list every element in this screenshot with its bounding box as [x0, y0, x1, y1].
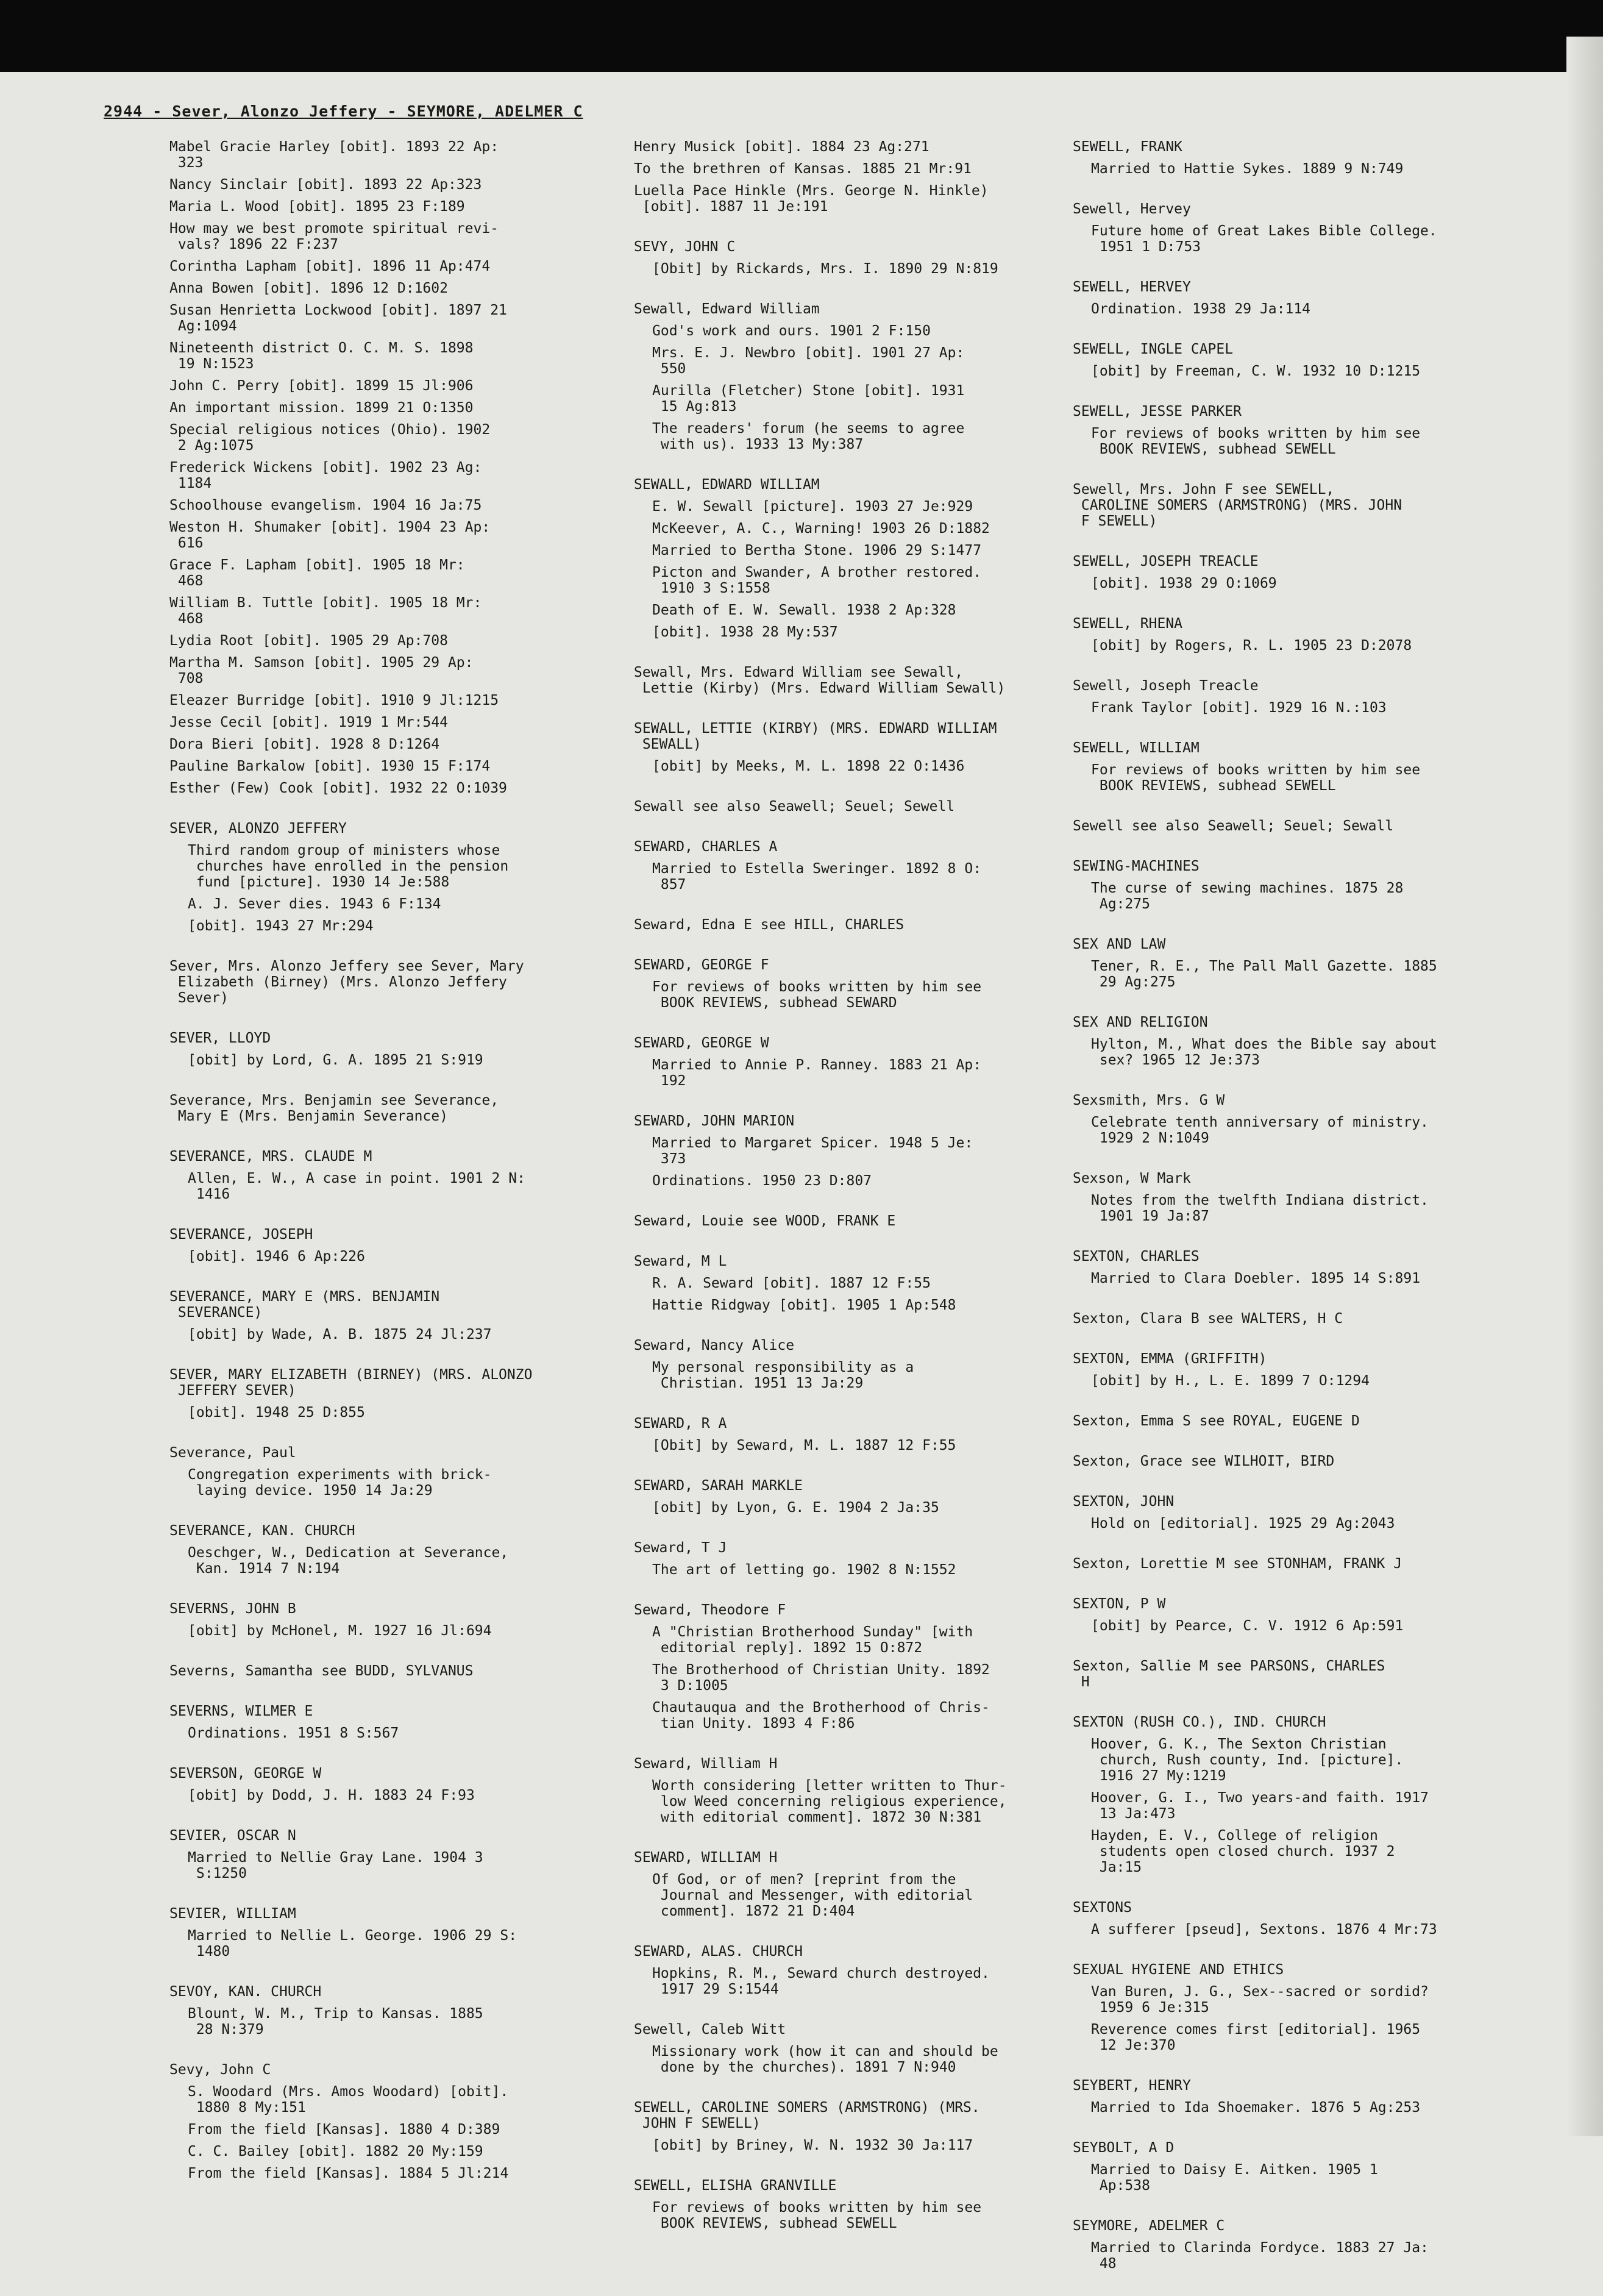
citation: Corintha Lapham [obit]. 1896 11 Ap:474 — [169, 258, 491, 274]
citation: Married to Nellie L. George. 1906 29 S: 1480 — [188, 1928, 517, 1959]
entry-heading: Sewell, Hervey — [1073, 201, 1191, 217]
citation: Dora Bieri [obit]. 1928 8 D:1264 — [169, 736, 440, 752]
citation: Worth considering [letter written to Thur- low Weed concerning religious experience, with editorial comment]. 1872 30 N:381 — [652, 1778, 1007, 1825]
citation: Oeschger, W., Dedication at Severance, Kan. 1914 7 N:194 — [188, 1545, 509, 1577]
citation: Lydia Root [obit]. 1905 29 Ap:708 — [169, 633, 448, 649]
citation: Third random group of ministers whose churches have enrolled in the pension fund [picture]. 1930 14 Je:588 — [188, 843, 509, 890]
citation: Married to Daisy E. Aitken. 1905 1 Ap:538 — [1091, 2162, 1378, 2194]
entry-heading: SEWELL, FRANK — [1073, 139, 1183, 155]
index-entry — [634, 957, 1054, 1011]
index-entry — [1073, 1962, 1493, 2053]
entry-heading: Seward, M L — [634, 1253, 727, 1269]
entry-heading: SEXTON, JOHN — [1073, 1494, 1175, 1510]
citation: For reviews of books written by him see BOOK REVIEWS, subhead SEWELL — [1091, 426, 1421, 457]
index-entry — [169, 1523, 590, 1577]
entry-heading: SEXTONS — [1073, 1900, 1132, 1916]
index-entry — [169, 1766, 590, 1803]
citation: Picton and Swander, A brother restored. 1910 3 S:1558 — [652, 565, 982, 596]
citation: Celebrate tenth anniversary of ministry. 1929 2 N:1049 — [1091, 1114, 1429, 1146]
index-entry — [634, 239, 1054, 277]
citation: R. A. Seward [obit]. 1887 12 F:55 — [652, 1275, 931, 1291]
entry-heading: Sexton, Grace see WILHOIT, BIRD — [1073, 1453, 1335, 1469]
entry-heading: Seward, T J — [634, 1540, 727, 1556]
entry-heading: Seward, Nancy Alice — [634, 1338, 795, 1353]
entry-heading: Sexton, Clara B see WALTERS, H C — [1073, 1311, 1343, 1327]
index-entry — [634, 301, 1054, 452]
citation: For reviews of books written by him see BOOK REVIEWS, subhead SEWELL — [1091, 762, 1421, 794]
citation: S. Woodard (Mrs. Amos Woodard) [obit]. 1880 8 My:151 — [188, 2084, 509, 2116]
entry-heading: SEVOY, KAN. CHURCH — [169, 1984, 322, 2000]
entry-heading: Seward, Louie see WOOD, FRANK E — [634, 1213, 896, 1229]
entry-heading: SEWARD, SARAH MARKLE — [634, 1478, 803, 1494]
entry-heading: SEVER, MARY ELIZABETH (BIRNEY) (MRS. ALONZO JEFFERY SEVER) — [169, 1367, 533, 1399]
index-entry — [1073, 1249, 1493, 1286]
entry-heading: SEVERSON, GEORGE W — [169, 1766, 322, 1781]
citation: Hopkins, R. M., Seward church destroyed. 1917 29 S:1544 — [652, 1966, 990, 1997]
citation: Notes from the twelfth Indiana district. 1901 19 Ja:87 — [1091, 1193, 1429, 1224]
index-entry — [634, 1756, 1054, 1825]
citation: Tener, R. E., The Pall Mall Gazette. 1885 29 Ag:275 — [1091, 958, 1437, 990]
entry-heading: Severance, Paul — [169, 1445, 296, 1461]
index-entry — [634, 1478, 1054, 1516]
entry-heading: Sexton, Sallie M see PARSONS, CHARLES H — [1073, 1658, 1385, 1690]
citation: [Obit] by Seward, M. L. 1887 12 F:55 — [652, 1438, 956, 1453]
entry-heading: SEWELL, WILLIAM — [1073, 740, 1200, 756]
index-entry — [1073, 1311, 1493, 1327]
citation: Married to Hattie Sykes. 1889 9 N:749 — [1091, 161, 1404, 177]
index-entry — [169, 1984, 590, 2038]
entry-heading: Sewall, Mrs. Edward William see Sewall, Lettie (Kirby) (Mrs. Edward William Sewall) — [634, 665, 1006, 696]
index-entry — [634, 1338, 1054, 1391]
citation: Married to Nellie Gray Lane. 1904 3 S:1250 — [188, 1850, 483, 1881]
index-column-right — [1073, 139, 1493, 2296]
citation: God's work and ours. 1901 2 F:150 — [652, 323, 931, 339]
citation: Grace F. Lapham [obit]. 1905 18 Mr: 468 — [169, 557, 465, 589]
citation: For reviews of books written by him see BOOK REVIEWS, subhead SEWELL — [652, 2200, 982, 2231]
entry-heading: Seward, William H — [634, 1756, 778, 1772]
entry-heading: Sewell, Caleb Witt — [634, 2022, 786, 2038]
entry-heading: SEWARD, CHARLES A — [634, 839, 778, 855]
index-entry — [169, 1149, 590, 1202]
index-entry — [169, 2062, 590, 2181]
entry-heading: SEVERNS, WILMER E — [169, 1703, 313, 1719]
citation: Henry Musick [obit]. 1884 23 Ag:271 — [634, 139, 929, 155]
index-entry — [634, 799, 1054, 815]
entry-heading: Sevy, John C — [169, 2062, 271, 2078]
entry-heading: Sewell, Mrs. John F see SEWELL, CAROLINE SOMERS (ARMSTRONG) (MRS. JOHN F SEWELL) — [1073, 482, 1402, 529]
entry-heading: SEXUAL HYGIENE AND ETHICS — [1073, 1962, 1284, 1978]
index-entry — [1073, 1453, 1493, 1469]
citation: [obit] by Lyon, G. E. 1904 2 Ja:35 — [652, 1500, 939, 1516]
citation: To the brethren of Kansas. 1885 21 Mr:91 — [634, 161, 972, 177]
index-entry — [1073, 740, 1493, 794]
index-entry — [634, 1416, 1054, 1453]
index-entry — [169, 958, 590, 1006]
citation: Pauline Barkalow [obit]. 1930 15 F:174 — [169, 758, 491, 774]
citation: Married to Annie P. Ranney. 1883 21 Ap: 192 — [652, 1057, 982, 1089]
entry-heading: Sexton, Lorettie M see STONHAM, FRANK J — [1073, 1556, 1402, 1572]
entry-heading: SEWELL, INGLE CAPEL — [1073, 341, 1234, 357]
citation: Anna Bowen [obit]. 1896 12 D:1602 — [169, 280, 448, 296]
entry-heading: SEWELL, RHENA — [1073, 616, 1183, 632]
entry-heading: SEWELL, ELISHA GRANVILLE — [634, 2178, 837, 2194]
index-entry — [1073, 554, 1493, 591]
index-entry — [1073, 2218, 1493, 2272]
citation: Luella Pace Hinkle (Mrs. George N. Hinkle) [obit]. 1887 11 Je:191 — [634, 183, 989, 215]
index-entry — [169, 1093, 590, 1124]
entry-heading: Seward, Edna E see HILL, CHARLES — [634, 917, 905, 933]
index-entry — [1073, 1494, 1493, 1531]
index-entry — [169, 1601, 590, 1639]
entry-heading: SEVY, JOHN C — [634, 239, 736, 255]
citation: Married to Clarinda Fordyce. 1883 27 Ja: 48 — [1091, 2240, 1429, 2272]
index-entry — [1073, 341, 1493, 379]
index-entry — [634, 721, 1054, 774]
entry-heading: SEYMORE, ADELMER C — [1073, 2218, 1225, 2234]
index-entry — [634, 839, 1054, 893]
entry-heading: Sewall see also Seawell; Seuel; Sewell — [634, 799, 955, 815]
citation: [obit] by Pearce, C. V. 1912 6 Ap:591 — [1091, 1618, 1404, 1634]
citation: C. C. Bailey [obit]. 1882 20 My:159 — [188, 2144, 483, 2159]
entry-heading: SEX AND LAW — [1073, 936, 1166, 952]
index-entry — [1073, 1351, 1493, 1389]
page-header: 2944 - Sever, Alonzo Jeffery - SEYMORE, ADELMER C — [104, 102, 583, 120]
entry-heading: Seward, Theodore F — [634, 1602, 786, 1618]
index-entry — [634, 665, 1054, 696]
citation: [obit] by Dodd, J. H. 1883 24 F:93 — [188, 1788, 475, 1803]
index-entry — [634, 2022, 1054, 2075]
citation: Weston H. Shumaker [obit]. 1904 23 Ap: 616 — [169, 519, 491, 551]
entry-heading: Sexsmith, Mrs. G W — [1073, 1093, 1225, 1108]
citation: Aurilla (Fletcher) Stone [obit]. 1931 15 Ag:813 — [652, 383, 965, 415]
entry-heading: SEWARD, GEORGE F — [634, 957, 769, 973]
citation: The curse of sewing machines. 1875 28 Ag:275 — [1091, 880, 1404, 912]
index-entry — [634, 1113, 1054, 1189]
entry-heading: Severns, Samantha see BUDD, SYLVANUS — [169, 1663, 474, 1679]
entry-heading: SEVERANCE, MARY E (MRS. BENJAMIN SEVERANCE) — [169, 1289, 440, 1321]
index-entry — [634, 1035, 1054, 1089]
entry-heading: SEWARD, ALAS. CHURCH — [634, 1944, 803, 1959]
entry-heading: SEWALL, LETTIE (KIRBY) (MRS. EDWARD WILLIAM SEWALL) — [634, 721, 997, 752]
index-entry — [169, 1030, 590, 1068]
citation: A "Christian Brotherhood Sunday" [with editorial reply]. 1892 15 O:872 — [652, 1624, 973, 1656]
index-entry — [1073, 279, 1493, 317]
entry-heading: SEXTON, CHARLES — [1073, 1249, 1200, 1264]
entry-heading: SEWARD, GEORGE W — [634, 1035, 769, 1051]
index-entry — [634, 1944, 1054, 1997]
citation: Ordinations. 1951 8 S:567 — [188, 1725, 399, 1741]
index-entry — [1073, 1658, 1493, 1690]
citation: [obit]. 1946 6 Ap:226 — [188, 1249, 365, 1264]
entry-heading: SEWELL, HERVEY — [1073, 279, 1191, 295]
index-entry — [634, 2100, 1054, 2153]
entry-heading: SEVIER, WILLIAM — [169, 1906, 296, 1922]
index-entry — [1073, 482, 1493, 529]
citation: William B. Tuttle [obit]. 1905 18 Mr: 468 — [169, 595, 482, 627]
citation: From the field [Kansas]. 1880 4 D:389 — [188, 2122, 500, 2137]
entry-heading: SEVIER, OSCAR N — [169, 1828, 296, 1844]
citation: [obit] by Wade, A. B. 1875 24 Jl:237 — [188, 1327, 492, 1342]
citation: Martha M. Samson [obit]. 1905 29 Ap: 708 — [169, 655, 474, 686]
entry-heading: Sexton, Emma S see ROYAL, EUGENE D — [1073, 1413, 1360, 1429]
citation: Of God, or of men? [reprint from the Journal and Messenger, with editorial comment]. 1872 21 D:404 — [652, 1872, 973, 1919]
index-entry — [169, 1227, 590, 1264]
index-entry — [169, 1906, 590, 1959]
entry-heading: SEVERANCE, KAN. CHURCH — [169, 1523, 355, 1539]
citation: Married to Margaret Spicer. 1948 5 Je: 373 — [652, 1135, 973, 1167]
index-entry — [634, 1540, 1054, 1578]
citation: John C. Perry [obit]. 1899 15 Jl:906 — [169, 378, 474, 394]
citation: Jesse Cecil [obit]. 1919 1 Mr:544 — [169, 715, 448, 730]
index-entry — [634, 1850, 1054, 1919]
citation: Hattie Ridgway [obit]. 1905 1 Ap:548 — [652, 1297, 956, 1313]
top-dark-border — [0, 0, 1603, 72]
citation: Death of E. W. Sewall. 1938 2 Ap:328 — [652, 602, 956, 618]
citation: Schoolhouse evangelism. 1904 16 Ja:75 — [169, 497, 482, 513]
citation: E. W. Sewall [picture]. 1903 27 Je:929 — [652, 499, 973, 515]
citation: From the field [Kansas]. 1884 5 Jl:214 — [188, 2166, 509, 2181]
index-entry — [169, 139, 590, 796]
index-entry — [634, 1213, 1054, 1229]
citation: A. J. Sever dies. 1943 6 F:134 — [188, 896, 441, 912]
citation: Nancy Sinclair [obit]. 1893 22 Ap:323 — [169, 177, 482, 193]
citation: [obit] by Briney, W. N. 1932 30 Ja:117 — [652, 2137, 973, 2153]
citation: Hayden, E. V., College of religion students open closed church. 1937 2 Ja:15 — [1091, 1828, 1395, 1875]
index-column-middle — [634, 139, 1054, 2256]
index-entry — [634, 2178, 1054, 2231]
index-entry — [169, 1828, 590, 1881]
index-entry — [1073, 1596, 1493, 1634]
citation: Ordination. 1938 29 Ja:114 — [1091, 301, 1311, 317]
citation: Hoover, G. K., The Sexton Christian church, Rush county, Ind. [picture]. 1916 27 My:1219 — [1091, 1736, 1404, 1784]
page-edge-shadow — [1566, 37, 1603, 2136]
citation: Van Buren, J. G., Sex--sacred or sordid? 1959 6 Je:315 — [1091, 1984, 1429, 2016]
index-entry — [634, 139, 1054, 215]
entry-heading: SEXTON, P W — [1073, 1596, 1166, 1612]
index-entry — [634, 1602, 1054, 1731]
entry-heading: SEYBERT, HENRY — [1073, 2078, 1191, 2094]
index-entry — [1073, 1093, 1493, 1146]
entry-heading: SEYBOLT, A D — [1073, 2140, 1175, 2156]
citation: Frederick Wickens [obit]. 1902 23 Ag: 1184 — [169, 460, 482, 491]
citation: Hold on [editorial]. 1925 29 Ag:2043 — [1091, 1516, 1395, 1531]
entry-heading: SEWALL, EDWARD WILLIAM — [634, 477, 820, 493]
citation: Allen, E. W., A case in point. 1901 2 N: 1416 — [188, 1171, 525, 1202]
entry-heading: SEVERANCE, MRS. CLAUDE M — [169, 1149, 372, 1164]
entry-heading: SEWARD, WILLIAM H — [634, 1850, 778, 1866]
citation: The readers' forum (he seems to agree with us). 1933 13 My:387 — [652, 421, 965, 452]
entry-heading: SEWARD, JOHN MARION — [634, 1113, 795, 1129]
citation: The Brotherhood of Christian Unity. 1892 3 D:1005 — [652, 1662, 990, 1694]
index-entry — [1073, 2140, 1493, 2194]
entry-heading: SEVER, LLOYD — [169, 1030, 271, 1046]
citation: [obit] by Lord, G. A. 1895 21 S:919 — [188, 1052, 483, 1068]
entry-heading: Severance, Mrs. Benjamin see Severance, Mary E (Mrs. Benjamin Severance) — [169, 1093, 499, 1124]
index-entry — [169, 1445, 590, 1499]
index-entry — [1073, 1556, 1493, 1572]
citation: Chautauqua and the Brotherhood of Chris- tian Unity. 1893 4 F:86 — [652, 1700, 990, 1731]
citation: [obit] by Meeks, M. L. 1898 22 O:1436 — [652, 758, 965, 774]
entry-heading: SEVERNS, JOHN B — [169, 1601, 296, 1617]
index-entry — [169, 1663, 590, 1679]
entry-heading: SEVER, ALONZO JEFFERY — [169, 821, 347, 836]
citation: Future home of Great Lakes Bible College. 1951 1 D:753 — [1091, 223, 1437, 255]
entry-heading: SEX AND RELIGION — [1073, 1014, 1208, 1030]
citation: Congregation experiments with brick- laying device. 1950 14 Ja:29 — [188, 1467, 492, 1499]
index-entry — [1073, 858, 1493, 912]
citation: [Obit] by Rickards, Mrs. I. 1890 29 N:819 — [652, 261, 998, 277]
citation: My personal responsibility as a Christian. 1951 13 Ja:29 — [652, 1360, 914, 1391]
index-entry — [1073, 1900, 1493, 1938]
index-entry — [1073, 1714, 1493, 1875]
citation: Eleazer Burridge [obit]. 1910 9 Jl:1215 — [169, 693, 499, 708]
citation: Hoover, G. I., Two years-and faith. 1917 13 Ja:473 — [1091, 1790, 1429, 1822]
citation: Special religious notices (Ohio). 1902 2 Ag:1075 — [169, 422, 491, 454]
index-entry — [634, 917, 1054, 933]
index-entry — [169, 1289, 590, 1342]
entry-heading: Sewell, Joseph Treacle — [1073, 678, 1259, 694]
index-entry — [1073, 1413, 1493, 1429]
citation: Married to Estella Sweringer. 1892 8 O: 857 — [652, 861, 982, 893]
citation: [obit] by Freeman, C. W. 1932 10 D:1215 — [1091, 363, 1421, 379]
citation: Esther (Few) Cook [obit]. 1932 22 O:1039 — [169, 780, 507, 796]
citation: McKeever, A. C., Warning! 1903 26 D:1882 — [652, 521, 990, 537]
citation: Married to Bertha Stone. 1906 29 S:1477 — [652, 543, 982, 558]
citation: Maria L. Wood [obit]. 1895 23 F:189 — [169, 199, 465, 215]
index-entry — [1073, 818, 1493, 834]
citation: [obit] by McHonel, M. 1927 16 Jl:694 — [188, 1623, 492, 1639]
citation: An important mission. 1899 21 O:1350 — [169, 400, 474, 416]
citation: Nineteenth district O. C. M. S. 1898 19 N:1523 — [169, 340, 474, 372]
citation: Mabel Gracie Harley [obit]. 1893 22 Ap: 323 — [169, 139, 499, 171]
index-entry — [1073, 678, 1493, 716]
entry-heading: Sewall, Edward William — [634, 301, 820, 317]
index-entry — [1073, 936, 1493, 990]
citation: Susan Henrietta Lockwood [obit]. 1897 21 Ag:1094 — [169, 302, 507, 334]
citation: [obit]. 1943 27 Mr:294 — [188, 918, 374, 934]
index-entry — [1073, 201, 1493, 255]
citation: Ordinations. 1950 23 D:807 — [652, 1173, 872, 1189]
citation: A sufferer [pseud], Sextons. 1876 4 Mr:73 — [1091, 1922, 1437, 1938]
entry-heading: SEWELL, CAROLINE SOMERS (ARMSTRONG) (MRS. JOHN F SEWELL) — [634, 2100, 980, 2131]
citation: Missionary work (how it can and should be done by the churches). 1891 7 N:940 — [652, 2044, 998, 2075]
citation: Reverence comes first [editorial]. 1965 12 Je:370 — [1091, 2022, 1421, 2053]
entry-heading: SEWING-MACHINES — [1073, 858, 1200, 874]
index-column-left — [169, 139, 590, 2206]
index-entry — [1073, 139, 1493, 177]
citation: Married to Ida Shoemaker. 1876 5 Ag:253 — [1091, 2100, 1421, 2116]
entry-heading: SEXTON (RUSH CO.), IND. CHURCH — [1073, 1714, 1326, 1730]
index-entry — [1073, 2078, 1493, 2116]
citation: The art of letting go. 1902 8 N:1552 — [652, 1562, 956, 1578]
index-entry — [1073, 1014, 1493, 1068]
citation: Married to Clara Doebler. 1895 14 S:891 — [1091, 1271, 1421, 1286]
index-entry — [169, 821, 590, 934]
entry-heading: SEWELL, JOSEPH TREACLE — [1073, 554, 1259, 569]
entry-heading: SEWARD, R A — [634, 1416, 727, 1431]
citation: For reviews of books written by him see BOOK REVIEWS, subhead SEWARD — [652, 979, 982, 1011]
entry-heading: SEWELL, JESSE PARKER — [1073, 404, 1242, 419]
citation: How may we best promote spiritual revi- vals? 1896 22 F:237 — [169, 221, 499, 252]
index-entry — [169, 1367, 590, 1421]
citation: [obit]. 1938 29 O:1069 — [1091, 576, 1277, 591]
citation: [obit]. 1938 28 My:537 — [652, 624, 838, 640]
index-entry — [634, 477, 1054, 640]
entry-heading: Sever, Mrs. Alonzo Jeffery see Sever, Mary Elizabeth (Birney) (Mrs. Alonzo Jeffery Sever) — [169, 958, 524, 1006]
index-entry — [634, 1253, 1054, 1313]
index-entry — [1073, 404, 1493, 457]
entry-heading: Sexson, W Mark — [1073, 1171, 1191, 1186]
citation: Hylton, M., What does the Bible say about sex? 1965 12 Je:373 — [1091, 1036, 1437, 1068]
citation: [obit] by Rogers, R. L. 1905 23 D:2078 — [1091, 638, 1412, 654]
citation: Blount, W. M., Trip to Kansas. 1885 28 N:379 — [188, 2006, 483, 2038]
citation: Mrs. E. J. Newbro [obit]. 1901 27 Ap: 550 — [652, 345, 965, 377]
entry-heading: SEXTON, EMMA (GRIFFITH) — [1073, 1351, 1267, 1367]
citation: [obit]. 1948 25 D:855 — [188, 1405, 365, 1421]
index-entry — [1073, 616, 1493, 654]
citation: [obit] by H., L. E. 1899 7 O:1294 — [1091, 1373, 1370, 1389]
index-entry — [169, 1703, 590, 1741]
citation: Frank Taylor [obit]. 1929 16 N.:103 — [1091, 700, 1387, 716]
entry-heading: Sewell see also Seawell; Seuel; Sewall — [1073, 818, 1394, 834]
index-entry — [1073, 1171, 1493, 1224]
entry-heading: SEVERANCE, JOSEPH — [169, 1227, 313, 1242]
